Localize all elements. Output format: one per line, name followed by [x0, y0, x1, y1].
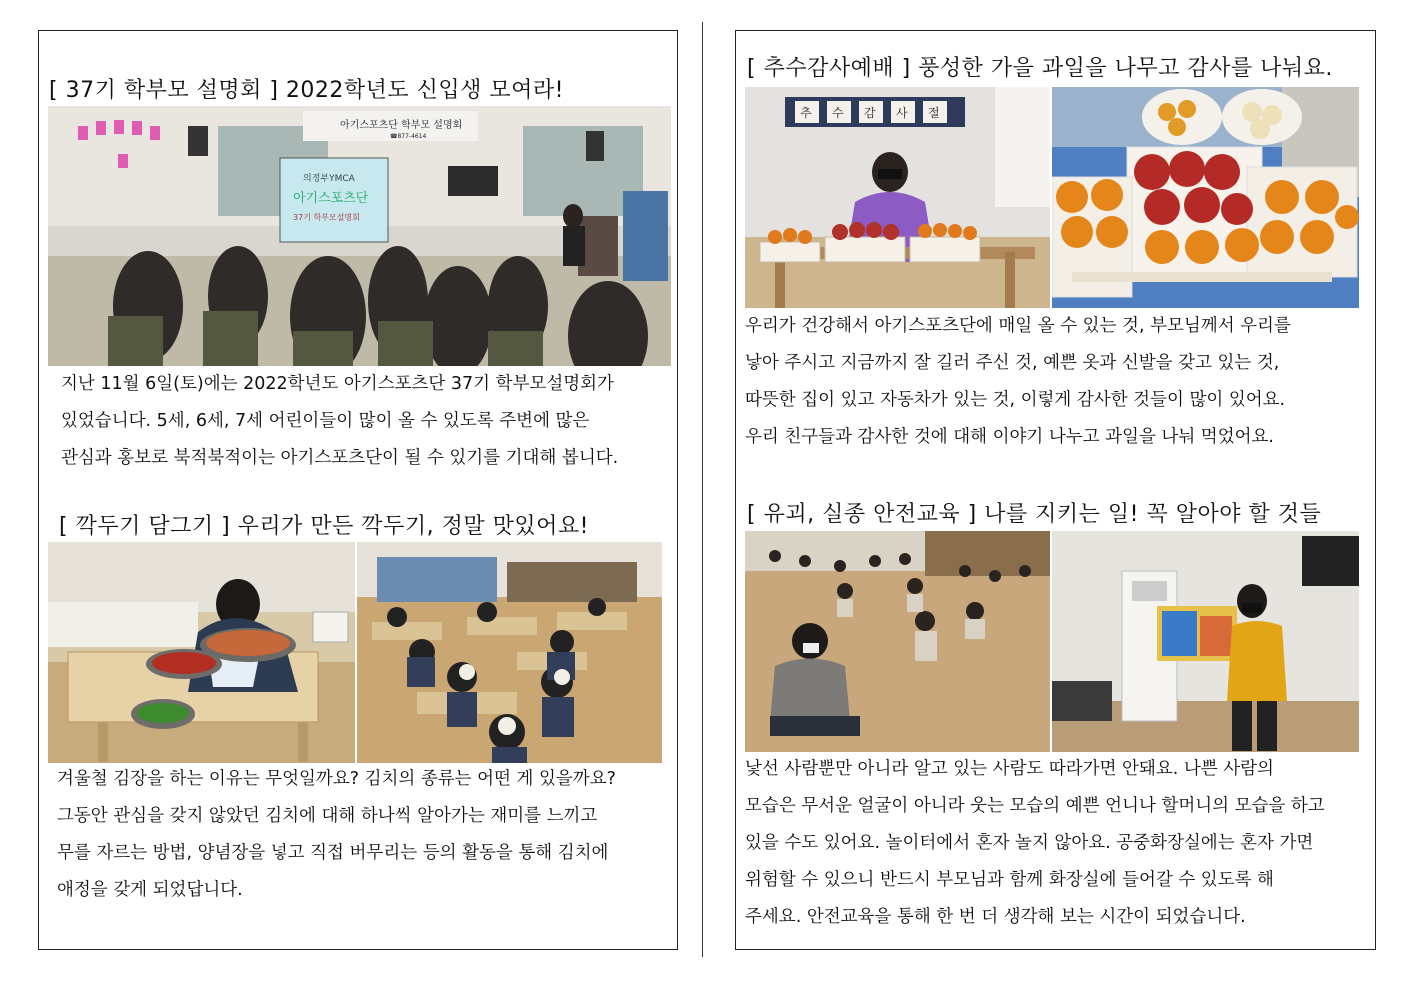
text-line: 애정을 갖게 되었답니다.: [57, 880, 243, 900]
right-column-panel: [735, 30, 1376, 950]
text-line: 낯선 사람뿐만 아니라 알고 있는 사람도 따라가면 안돼요. 나쁜 사람의: [745, 759, 1274, 779]
banner-text: 아기스포츠단 학부모 설명회: [340, 120, 463, 131]
kkakdugi-title: [ 깍두기 담그기 ] 우리가 만든 깍두기, 정말 맛있어요!: [59, 514, 589, 539]
safety-photo-2: [1052, 531, 1359, 752]
text-line: 지난 11월 6일(토)에는 2022학년도 아기스포츠단 37기 학부모설명회가: [61, 374, 614, 394]
text-line: 따뜻한 집이 있고 자동차가 있는 것, 이렇게 감사한 것들이 많이 있어요.: [745, 390, 1286, 410]
text-line: 그동안 관심을 갖지 않았던 김치에 대해 하나씩 알아가는 재미를 느끼고: [57, 806, 598, 826]
banner-phone: ☎877-4614: [390, 133, 427, 140]
screen-line-3: 37기 학부모설명회: [293, 213, 360, 222]
text-line: 관심과 홍보로 북적북적이는 아기스포츠단이 될 수 있기를 기대해 봅니다.: [61, 448, 619, 468]
kkakdugi-photo-1: [48, 542, 355, 763]
parents-meeting-text: [61, 366, 618, 477]
safety-title: [ 유괴, 실종 안전교육 ] 나를 지키는 일! 꼭 알아야 할 것들: [747, 502, 1322, 527]
left-column-panel: [38, 30, 678, 950]
sign-char: 절: [928, 106, 940, 120]
sign-char: 감: [864, 106, 876, 120]
thanksgiving-text: [745, 308, 1291, 456]
sign-char: 추: [800, 106, 812, 120]
text-line: 낳아 주시고 지금까지 잘 길러 주신 것, 예쁜 옷과 신발을 갖고 있는 것,: [745, 353, 1280, 373]
text-line: 우리 친구들과 감사한 것에 대해 이야기 나누고 과일을 나눠 먹었어요.: [745, 427, 1274, 447]
text-line: 위험할 수 있으니 반드시 부모님과 함께 화장실에 들어갈 수 있도록 해: [745, 870, 1274, 890]
sign-char: 사: [896, 106, 908, 120]
kkakdugi-photo-2: [357, 542, 662, 763]
text-line: 무를 자르는 방법, 양념장을 넣고 직접 버무리는 등의 활동을 통해 김치에: [57, 843, 609, 863]
safety-photo-1: [745, 531, 1050, 752]
safety-text: [745, 751, 1325, 936]
parents-meeting-photo: [48, 106, 671, 366]
parents-meeting-title: [ 37기 학부모 설명회 ] 2022학년도 신입생 모여라!: [49, 78, 564, 103]
text-line: 모습은 무서운 얼굴이 아니라 웃는 모습의 예쁜 언니나 할머니의 모습을 하고: [745, 796, 1325, 816]
screen-line-2: 아기스포츠단: [293, 191, 369, 206]
text-line: 있을 수도 있어요. 놀이터에서 혼자 놀지 않아요. 공중화장실에는 혼자 가면: [745, 833, 1314, 853]
text-line: 있었습니다. 5세, 6세, 7세 어린이들이 많이 올 수 있도록 주변에 많은: [61, 411, 590, 431]
text-line: 주세요. 안전교육을 통해 한 번 더 생각해 보는 시간이 되었습니다.: [745, 907, 1246, 927]
kkakdugi-text: [57, 761, 616, 909]
thanksgiving-photo-1: [745, 87, 1050, 308]
sign-char: 수: [832, 106, 844, 120]
page-divider: [702, 22, 703, 957]
thanksgiving-title: [ 추수감사예배 ] 풍성한 가을 과일을 나무고 감사를 나눠요.: [747, 56, 1333, 81]
screen-line-1: 의정부YMCA: [303, 174, 355, 184]
text-line: 우리가 건강해서 아기스포츠단에 매일 올 수 있는 것, 부모님께서 우리를: [745, 316, 1291, 336]
thanksgiving-photo-2: [1052, 87, 1359, 308]
text-line: 겨울철 김장을 하는 이유는 무엇일까요? 김치의 종류는 어떤 게 있을까요?: [57, 769, 616, 789]
